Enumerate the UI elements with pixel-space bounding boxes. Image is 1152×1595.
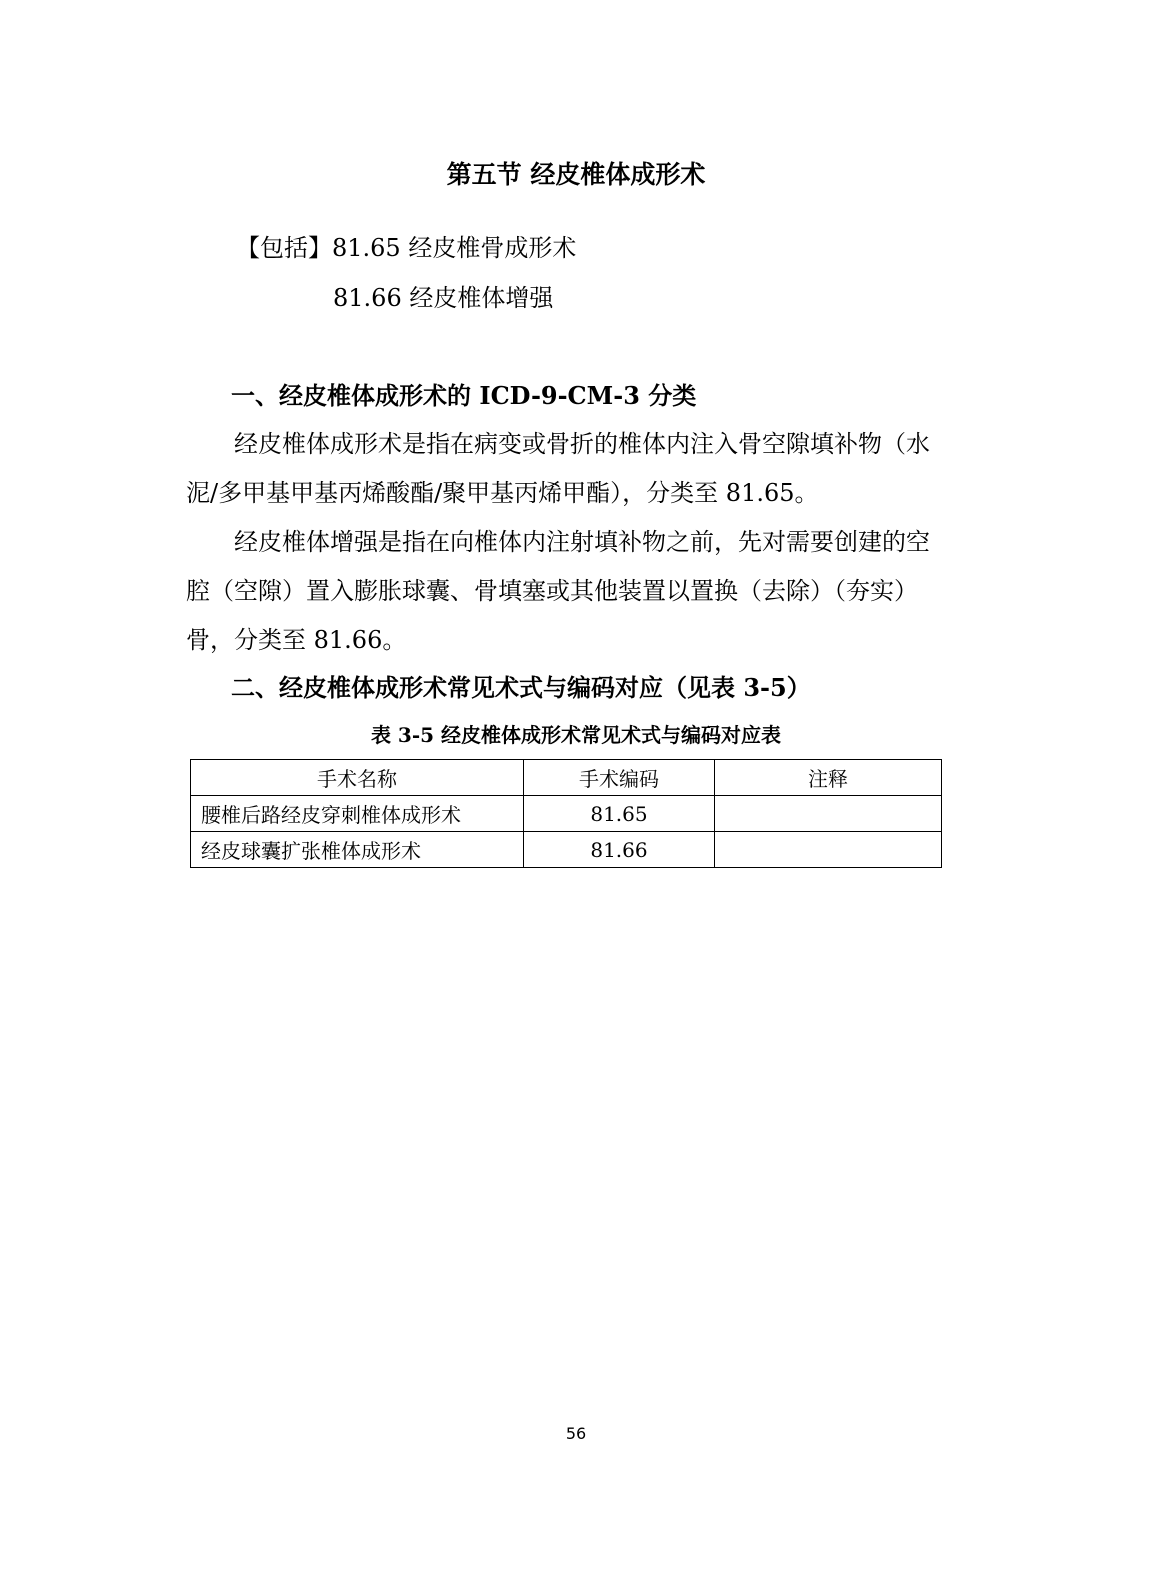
cell-notes xyxy=(715,796,942,832)
page-number: 56 xyxy=(565,1424,587,1443)
cell-procedure-name: 腰椎后路经皮穿刺椎体成形术 xyxy=(191,796,524,832)
cell-procedure-name: 经皮球囊扩张椎体成形术 xyxy=(191,832,524,868)
include-line-8165: 【包括】81.65 经皮椎骨成形术 xyxy=(236,234,577,262)
table-caption: 表 3-5 经皮椎体成形术常见术式与编码对应表 xyxy=(370,723,782,747)
heading-classification: 一、经皮椎体成形术的 ICD-9-CM-3 分类 xyxy=(231,381,697,410)
heading-code-mapping: 二、经皮椎体成形术常见术式与编码对应（见表 3-5） xyxy=(231,673,811,702)
paragraph-1-line-2: 泥/多甲基甲基丙烯酸酯/聚甲基丙烯甲酯），分类至 81.65。 xyxy=(186,479,819,507)
header-procedure-code: 手术编码 xyxy=(524,760,715,796)
cell-procedure-code: 81.65 xyxy=(524,796,715,832)
cell-notes xyxy=(715,832,942,868)
header-procedure-name: 手术名称 xyxy=(191,760,524,796)
section-title: 第五节 经皮椎体成形术 xyxy=(446,160,706,189)
table-row xyxy=(191,832,942,868)
header-notes: 注释 xyxy=(715,760,942,796)
paragraph-2-line-1: 经皮椎体增强是指在向椎体内注射填补物之前，先对需要创建的空 xyxy=(234,528,930,556)
paragraph-2-line-2: 腔（空隙）置入膨胀球囊、骨填塞或其他装置以置换（去除）（夯实） xyxy=(186,577,918,605)
include-line-8166: 81.66 经皮椎体增强 xyxy=(333,284,554,312)
table-header-row xyxy=(191,760,942,796)
procedure-code-table xyxy=(190,759,942,868)
paragraph-2-line-3: 骨，分类至 81.66。 xyxy=(186,626,407,654)
cell-procedure-code: 81.66 xyxy=(524,832,715,868)
paragraph-1-line-1: 经皮椎体成形术是指在病变或骨折的椎体内注入骨空隙填补物（水 xyxy=(234,430,930,458)
table-row xyxy=(191,796,942,832)
